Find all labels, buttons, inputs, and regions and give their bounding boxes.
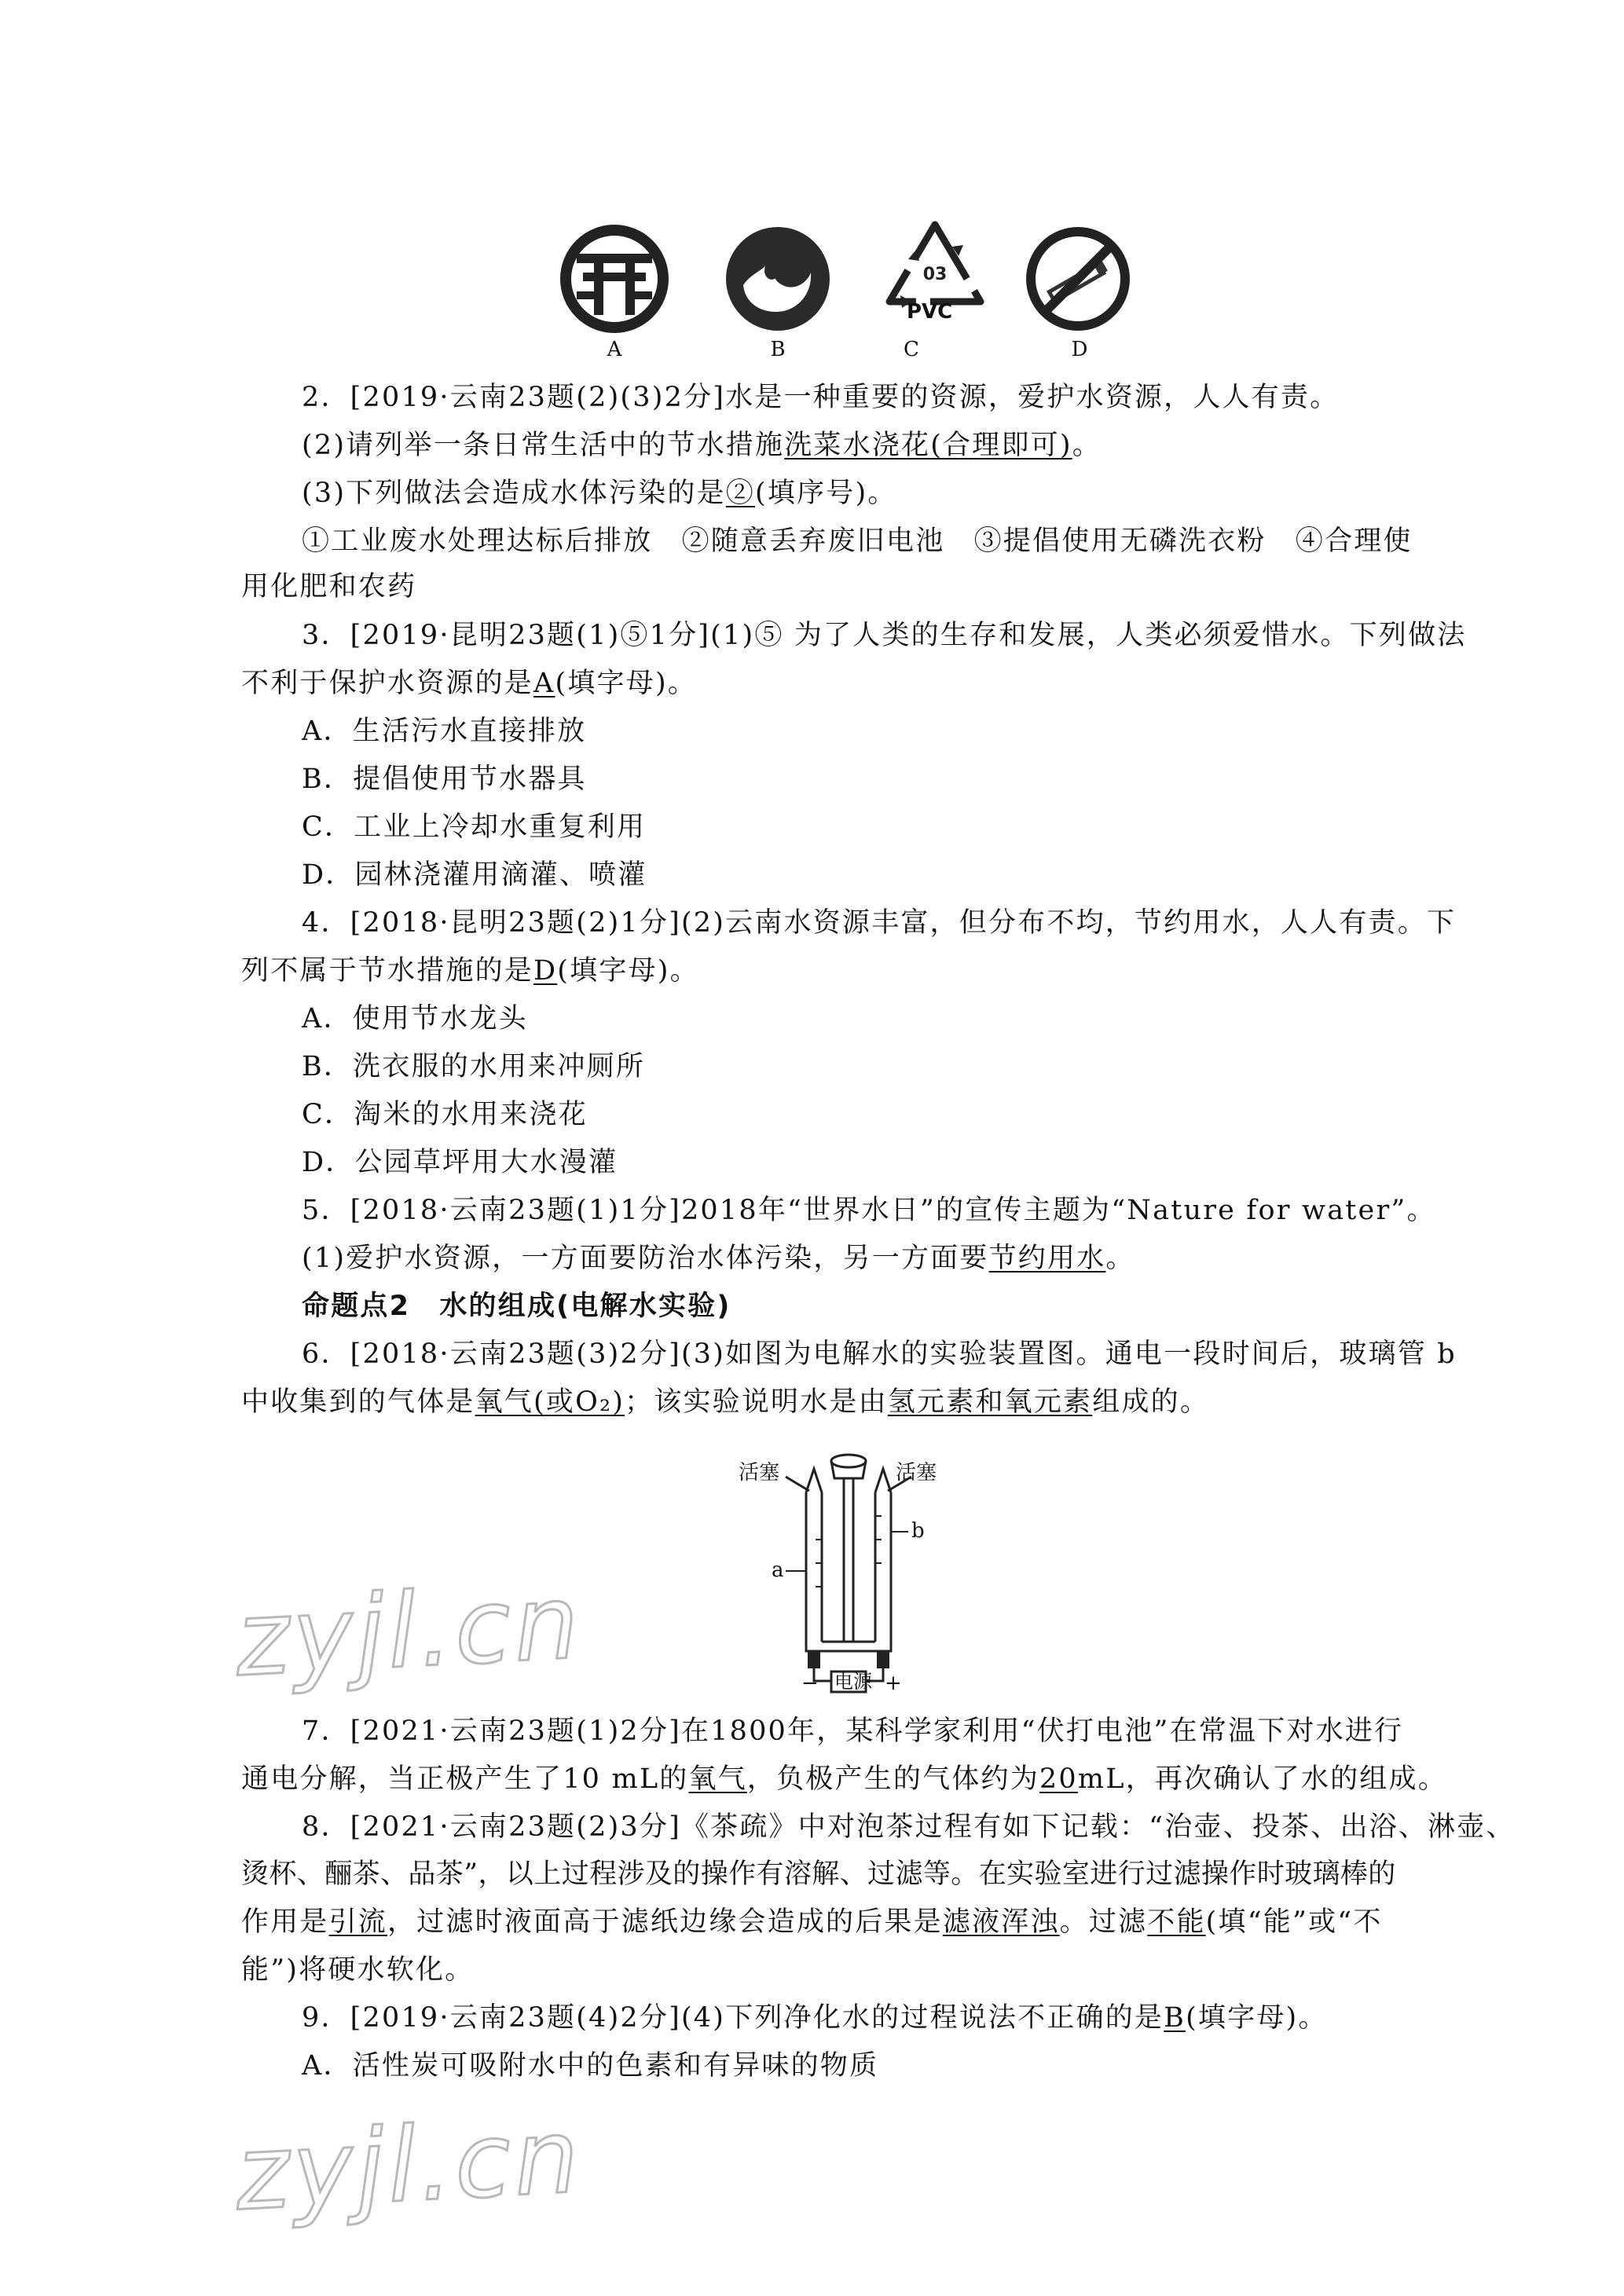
positive-terminal-label: + <box>885 1672 902 1695</box>
q7-answer-2: 20 <box>1039 1763 1078 1795</box>
q5-line2-end: 。 <box>1105 1243 1135 1274</box>
q8-answer-1: 引流 <box>328 1906 388 1938</box>
q7-line2-end: mL，再次确认了水的组成。 <box>1077 1763 1447 1795</box>
q7-line1: 7．[2021·云南23题(1)2分]在1800年，某科学家利用“伏打电池”在常温下对水进行 <box>302 1716 1404 1747</box>
q5-line1: 5．[2018·云南23题(1)1分]2018年“世界水日”的宣传主题为“Nature for water”。 <box>302 1195 1436 1226</box>
q8-line2: 烫杯、酾茶、品茶”，以上过程涉及的操作有溶解、过滤等。在实验室进行过滤操作时玻璃棒的 <box>241 1858 1396 1890</box>
icon-label-c: C <box>904 338 919 361</box>
q8-line4: 能”)将硬水软化。 <box>241 1954 475 1986</box>
q8-line1: 8．[2021·云南23题(2)3分]《茶疏》中对泡茶过程有如下记载：“治壶、投茶、出浴、淋壶、 <box>302 1811 1516 1843</box>
tube-a-label: a <box>772 1558 784 1582</box>
q4-line1: 4．[2018·昆明23题(2)1分](2)云南水资源丰富，但分布不均，节约用水，人人有责。下 <box>302 907 1457 939</box>
q3-option-a: A．生活污水直接排放 <box>302 716 587 747</box>
q4-line2-text: 列不属于节水措施的是 <box>241 955 534 987</box>
q2-part2 <box>302 428 1102 463</box>
water-saving-logo-icon <box>559 224 669 334</box>
q3-line1: 3．[2019·昆明23题(1)⑤1分](1)⑤ 为了人类的生存和发展，人类必须爱惜水。下列做法 <box>302 620 1467 651</box>
q8-answer-2: 滤液浑浊 <box>942 1906 1060 1938</box>
q6-answer-1: 氧气(或O₂) <box>475 1386 625 1418</box>
stopcock-right-label: 活塞 <box>896 1461 937 1485</box>
q5-answer: 节约用水 <box>988 1243 1106 1274</box>
q2-part3-answer: ② <box>725 478 755 509</box>
q5-line2-text: (1)爱护水资源，一方面要防治水体污染，另一方面要 <box>302 1243 989 1274</box>
tube-b-label: b <box>911 1519 925 1543</box>
q6-line2-mid: ；该实验说明水是由 <box>625 1386 888 1418</box>
q4-option-b: B．洗衣服的水用来冲厕所 <box>302 1051 646 1082</box>
q4-line2-end: (填字母)。 <box>557 955 699 987</box>
no-smoking-logo-icon <box>1023 224 1133 334</box>
q2-part3-text: (3)下列做法会造成水体污染的是 <box>302 478 726 509</box>
q2-part2-text: (2)请列举一条日常生活中的节水措施 <box>302 430 785 461</box>
q7-line2 <box>241 1762 1447 1796</box>
q9-answer: B <box>1164 2002 1186 2034</box>
q8-line3-end: (填“能”或“不 <box>1205 1906 1383 1938</box>
q3-answer: A <box>533 668 555 699</box>
q8-line3-mid2: 。过滤 <box>1059 1906 1148 1938</box>
q8-line3-mid1: ，过滤时液面高于滤纸边缘会造成的后果是 <box>387 1906 943 1938</box>
section-heading-2: 命题点2 水的组成(电解水实验) <box>302 1291 731 1322</box>
q9-line1-end: (填字母)。 <box>1186 2002 1328 2034</box>
q7-line2-text: 通电分解，当正极产生了10 mL的 <box>241 1763 689 1795</box>
q4-option-c: C．淘米的水用来浇花 <box>302 1099 588 1130</box>
q4-option-a: A．使用节水龙头 <box>302 1003 528 1034</box>
power-supply-label: 电源 <box>834 1671 872 1693</box>
q3-option-b: B．提倡使用节水器具 <box>302 764 587 795</box>
q8-answer-3: 不能 <box>1147 1906 1206 1938</box>
q2-options-line2: 用化肥和农药 <box>241 571 417 602</box>
q8-line3-text: 作用是 <box>241 1906 329 1938</box>
q6-line2-end: 组成的。 <box>1092 1386 1210 1418</box>
icon-label-b: B <box>770 338 786 361</box>
q7-line2-mid: ，负极产生的气体约为 <box>746 1763 1039 1795</box>
q2-part2-answer: 洗菜水浇花(合理即可) <box>784 430 1072 461</box>
recycle-code: 03 <box>922 265 948 284</box>
stopcock-left-label: 活塞 <box>739 1461 780 1485</box>
recycle-caption: PVC <box>907 300 953 324</box>
water-drop-logo-icon <box>723 224 833 334</box>
icon-label-a: A <box>607 338 622 361</box>
q9-line1-text: 9．[2019·云南23题(4)2分](4)下列净化水的过程说法不正确的是 <box>302 2002 1164 2034</box>
q3-option-d: D．园林浇灌用滴灌、喷灌 <box>302 859 647 891</box>
q2-part3-end: (填序号)。 <box>754 478 897 509</box>
q3-line2-text: 不利于保护水资源的是 <box>241 668 534 699</box>
q2-part3 <box>302 476 897 511</box>
q6-line2-text: 中收集到的气体是 <box>241 1386 475 1418</box>
watermark: zyjl.cn <box>233 1562 585 1700</box>
q6-line2 <box>241 1385 1209 1419</box>
q2-stem: 2．[2019·云南23题(2)(3)2分]水是一种重要的资源，爱护水资源，人人有责。 <box>302 382 1340 413</box>
q6-answer-2: 氢元素和氧元素 <box>887 1386 1093 1418</box>
q9-line1 <box>302 2001 1328 2035</box>
negative-terminal-label: − <box>801 1672 819 1695</box>
q8-line3 <box>241 1905 1383 1939</box>
q5-line2 <box>302 1241 1135 1276</box>
q3-line2-end: (填字母)。 <box>555 668 698 699</box>
q2-part2-end: 。 <box>1072 430 1102 461</box>
q2-options-line1: ①工业废水处理达标后排放 ②随意丢弃废旧电池 ③提倡使用无磷洗衣粉 ④合理使 <box>302 525 1413 557</box>
q9-option-a: A．活性炭可吸附水中的色素和有异味的物质 <box>302 2050 879 2082</box>
icon-label-d: D <box>1071 338 1088 361</box>
q3-option-c: C．工业上冷却水重复利用 <box>302 811 647 843</box>
q6-line1: 6．[2018·云南23题(3)2分](3)如图为电解水的实验装置图。通电一段时间后，玻璃管 b <box>302 1338 1457 1370</box>
q7-answer-1: 氧气 <box>688 1763 747 1795</box>
q4-line2 <box>241 954 699 988</box>
q4-option-d: D．公园草坪用大水漫灌 <box>302 1147 618 1178</box>
q3-line2 <box>241 666 697 701</box>
watermark: zyjl.cn <box>233 2096 585 2234</box>
q4-answer: D <box>533 955 558 987</box>
